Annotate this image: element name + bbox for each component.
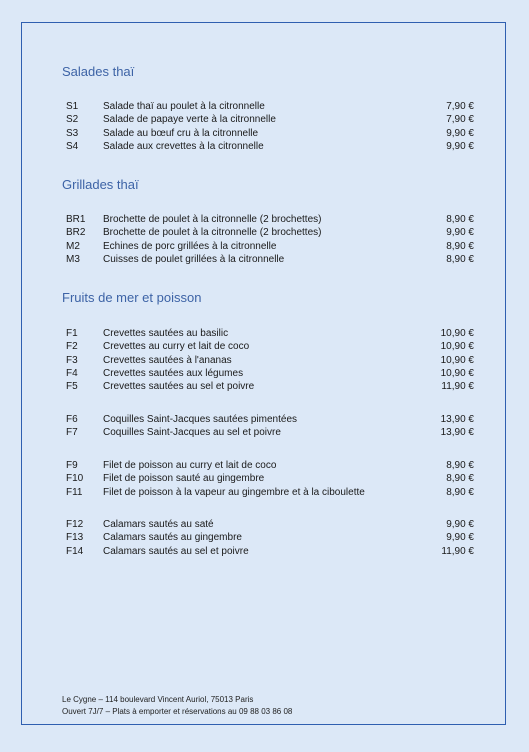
item-name: Crevettes sautées aux légumes	[103, 367, 244, 379]
item-price: 9,90 €	[446, 127, 474, 139]
item-price: 8,90 €	[446, 214, 474, 225]
menu-item	[66, 240, 474, 253]
item-name: Crevettes sautées à l'ananas	[103, 354, 232, 366]
item-name: Salade thaï au poulet à la citronnelle	[103, 101, 265, 112]
item-code: S4	[66, 140, 79, 152]
footer-address: Le Cygne – 114 boulevard Vincent Auriol, 75013 Paris	[62, 695, 254, 704]
item-group-poisson	[66, 459, 474, 499]
item-code: BR2	[66, 227, 86, 239]
item-name: Salade au bœuf cru à la citronnelle	[103, 127, 259, 139]
item-price: 10,90 €	[440, 367, 474, 379]
footer-info	[62, 694, 292, 718]
item-price: 9,90 €	[446, 532, 474, 544]
menu-item	[66, 127, 474, 140]
item-name: Calamars sautés au saté	[103, 519, 214, 530]
item-code: S3	[66, 127, 79, 139]
item-group-saint-jacques	[66, 413, 474, 440]
section-title-salades: Salades thaï	[62, 64, 135, 79]
item-name: Coquilles Saint-Jacques au sel et poivre	[103, 427, 281, 439]
menu-item	[66, 413, 474, 426]
item-price: 13,90 €	[440, 427, 474, 439]
item-name: Calamars sautés au sel et poivre	[103, 545, 249, 557]
item-name: Echines de porc grillées à la citronnelle	[103, 240, 277, 252]
item-name: Salade de papaye verte à la citronnelle	[103, 114, 276, 126]
item-code: S1	[66, 101, 79, 112]
item-name: Crevettes sautées au basilic	[103, 328, 229, 339]
item-code: M3	[66, 253, 80, 265]
item-price: 13,90 €	[440, 414, 474, 425]
item-name: Calamars sautés au gingembre	[103, 532, 242, 544]
section-title-fruits-de-mer: Fruits de mer et poisson	[62, 290, 202, 305]
menu-item	[66, 459, 474, 472]
item-name: Crevettes au curry et lait de coco	[103, 341, 250, 353]
item-code: F12	[66, 519, 84, 530]
menu-item	[66, 140, 474, 153]
menu-item	[66, 100, 474, 113]
item-code: F7	[66, 427, 78, 439]
item-price: 7,90 €	[446, 114, 474, 126]
item-name: Brochette de poulet à la citronnelle (2 brochettes)	[103, 227, 322, 239]
item-price: 10,90 €	[440, 328, 474, 339]
menu-item	[66, 113, 474, 126]
item-price: 9,90 €	[446, 227, 474, 239]
menu-item	[66, 367, 474, 380]
section-salades-items	[66, 100, 474, 153]
item-code: F6	[66, 414, 78, 425]
item-price: 8,90 €	[446, 460, 474, 471]
item-price: 10,90 €	[440, 354, 474, 366]
menu-item	[66, 226, 474, 239]
item-code: M2	[66, 240, 80, 252]
item-name: Brochette de poulet à la citronnelle (2 brochettes)	[103, 214, 322, 225]
item-code: F11	[66, 486, 83, 498]
menu-item	[66, 380, 474, 393]
menu-item	[66, 518, 474, 531]
item-code: F14	[66, 545, 84, 557]
item-price: 7,90 €	[446, 101, 474, 112]
menu-item	[66, 327, 474, 340]
footer-hours-phone: Ouvert 7J/7 – Plats à emporter et réservations au 09 88 03 86 08	[62, 707, 293, 716]
item-name: Coquilles Saint-Jacques sautées pimentées	[103, 414, 297, 425]
item-name: Filet de poisson au curry et lait de coco	[103, 460, 277, 471]
item-name: Cuisses de poulet grillées à la citronnelle	[103, 253, 285, 265]
item-code: F3	[66, 354, 78, 366]
item-code: F5	[66, 381, 78, 393]
menu-item	[66, 253, 474, 266]
item-code: F2	[66, 341, 78, 353]
menu-item	[66, 531, 474, 544]
item-price: 11,90 €	[441, 381, 474, 393]
menu-item	[66, 354, 474, 367]
section-grillades-items	[66, 213, 474, 266]
item-name: Filet de poisson sauté au gingembre	[103, 473, 265, 485]
item-price: 8,90 €	[446, 486, 474, 498]
menu-item	[66, 426, 474, 439]
item-group-crevettes	[66, 327, 474, 393]
menu-item	[66, 213, 474, 226]
item-code: F10	[66, 473, 84, 485]
item-price: 10,90 €	[440, 341, 474, 353]
menu-item	[66, 340, 474, 353]
item-code: F1	[66, 328, 78, 339]
section-title-grillades: Grillades thaï	[62, 177, 139, 192]
item-name: Salade aux crevettes à la citronnelle	[103, 140, 264, 152]
item-code: S2	[66, 114, 79, 126]
item-price: 8,90 €	[446, 473, 474, 485]
menu-item	[66, 486, 474, 499]
item-price: 11,90 €	[441, 545, 474, 557]
item-price: 8,90 €	[446, 240, 474, 252]
item-name: Crevettes sautées au sel et poivre	[103, 381, 255, 393]
menu-item	[66, 545, 474, 558]
item-group-calamars	[66, 518, 474, 558]
menu-item	[66, 472, 474, 485]
item-price: 9,90 €	[446, 140, 474, 152]
item-code: F9	[66, 460, 78, 471]
item-code: F13	[66, 532, 84, 544]
item-code: BR1	[66, 214, 86, 225]
item-price: 9,90 €	[446, 519, 474, 530]
item-name: Filet de poisson à la vapeur au gingembre et à la ciboulette	[103, 486, 365, 498]
item-code: F4	[66, 367, 78, 379]
item-price: 8,90 €	[446, 253, 474, 265]
